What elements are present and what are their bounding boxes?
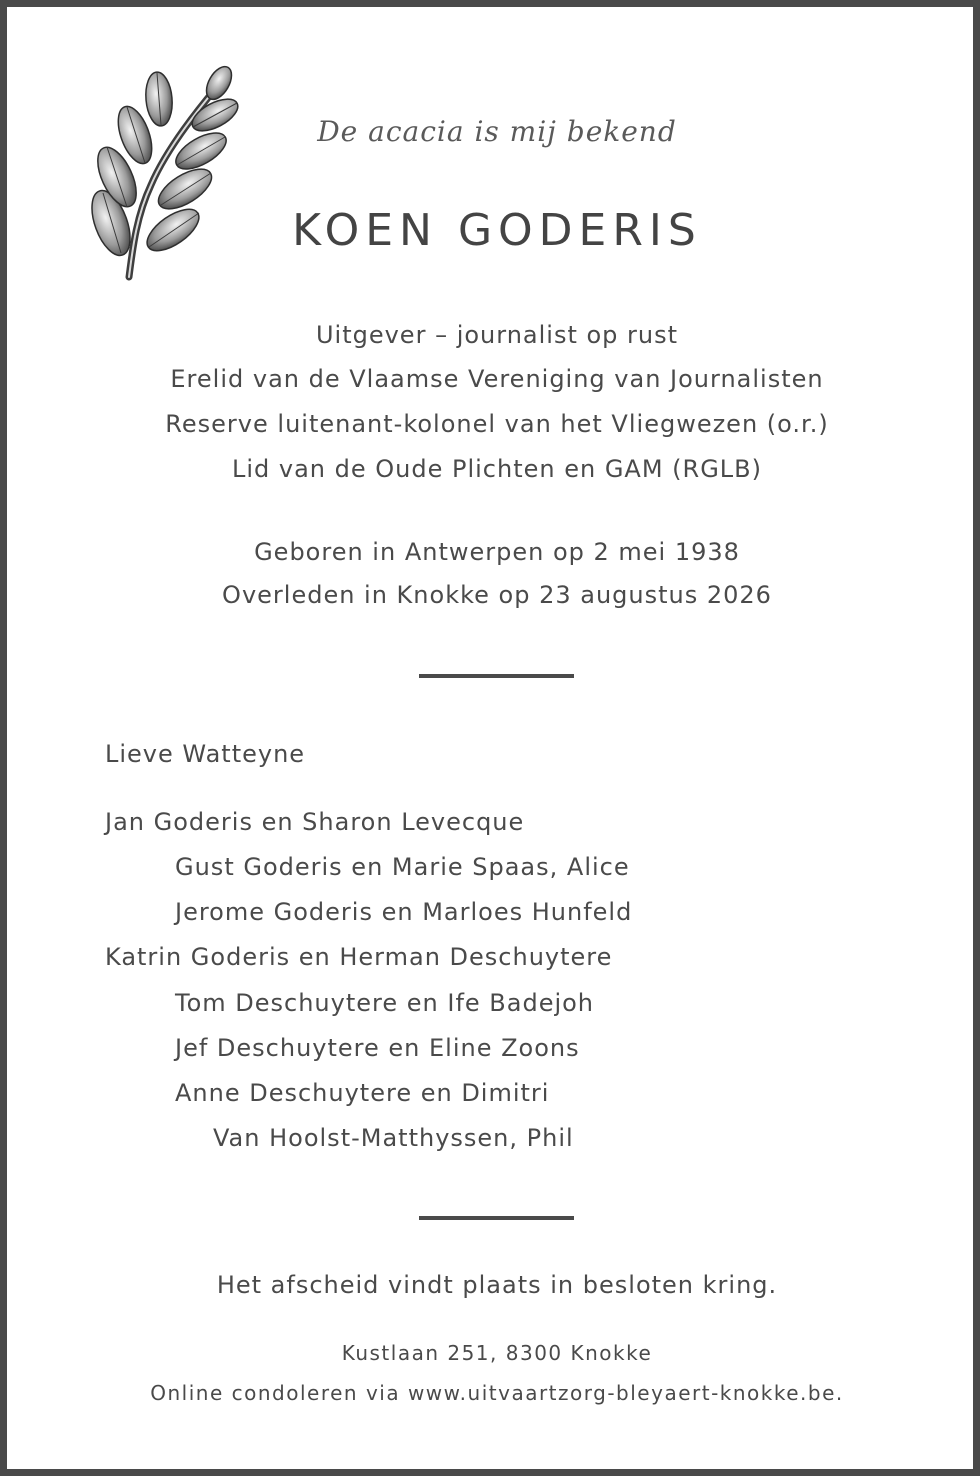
- title-line: Erelid van de Vlaamse Vereniging van Journalisten: [170, 365, 824, 393]
- address: Kustlaan 251, 8300 Knokke: [341, 1341, 653, 1365]
- death-line: Overleden in Knokke op 23 augustus 2026: [222, 581, 772, 609]
- family-member: Anne Deschuytere en Dimitri: [175, 1079, 550, 1107]
- divider: [419, 674, 574, 678]
- deceased-name: KOEN GODERIS: [292, 205, 702, 256]
- farewell-notice: Het afscheid vindt plaats in besloten kring.: [216, 1271, 778, 1299]
- motto: De acacia is mij bekend: [317, 115, 677, 148]
- condolence-link[interactable]: Online condoleren via www.uitvaartzorg-bleyaert-knokke.be.: [150, 1381, 844, 1405]
- family-member: Jerome Goderis en Marloes Hunfeld: [175, 898, 633, 926]
- partner-name: Lieve Watteyne: [105, 740, 306, 768]
- divider: [419, 1216, 574, 1220]
- family-member: Gust Goderis en Marie Spaas, Alice: [175, 853, 630, 881]
- family-member: Jan Goderis en Sharon Levecque: [105, 808, 525, 836]
- title-line: Uitgever – journalist op rust: [315, 321, 679, 349]
- family-member: Katrin Goderis en Herman Deschuytere: [105, 943, 613, 971]
- family-member: Tom Deschuytere en Ife Badejoh: [175, 989, 595, 1017]
- title-line: Reserve luitenant-kolonel van het Vliegwezen (o.r.): [165, 410, 829, 438]
- family-member: Van Hoolst-Matthyssen, Phil: [213, 1124, 574, 1152]
- title-line: Lid van de Oude Plichten en GAM (RGLB): [231, 455, 763, 483]
- birth-line: Geboren in Antwerpen op 2 mei 1938: [254, 538, 740, 566]
- family-member: Jef Deschuytere en Eline Zoons: [175, 1034, 580, 1062]
